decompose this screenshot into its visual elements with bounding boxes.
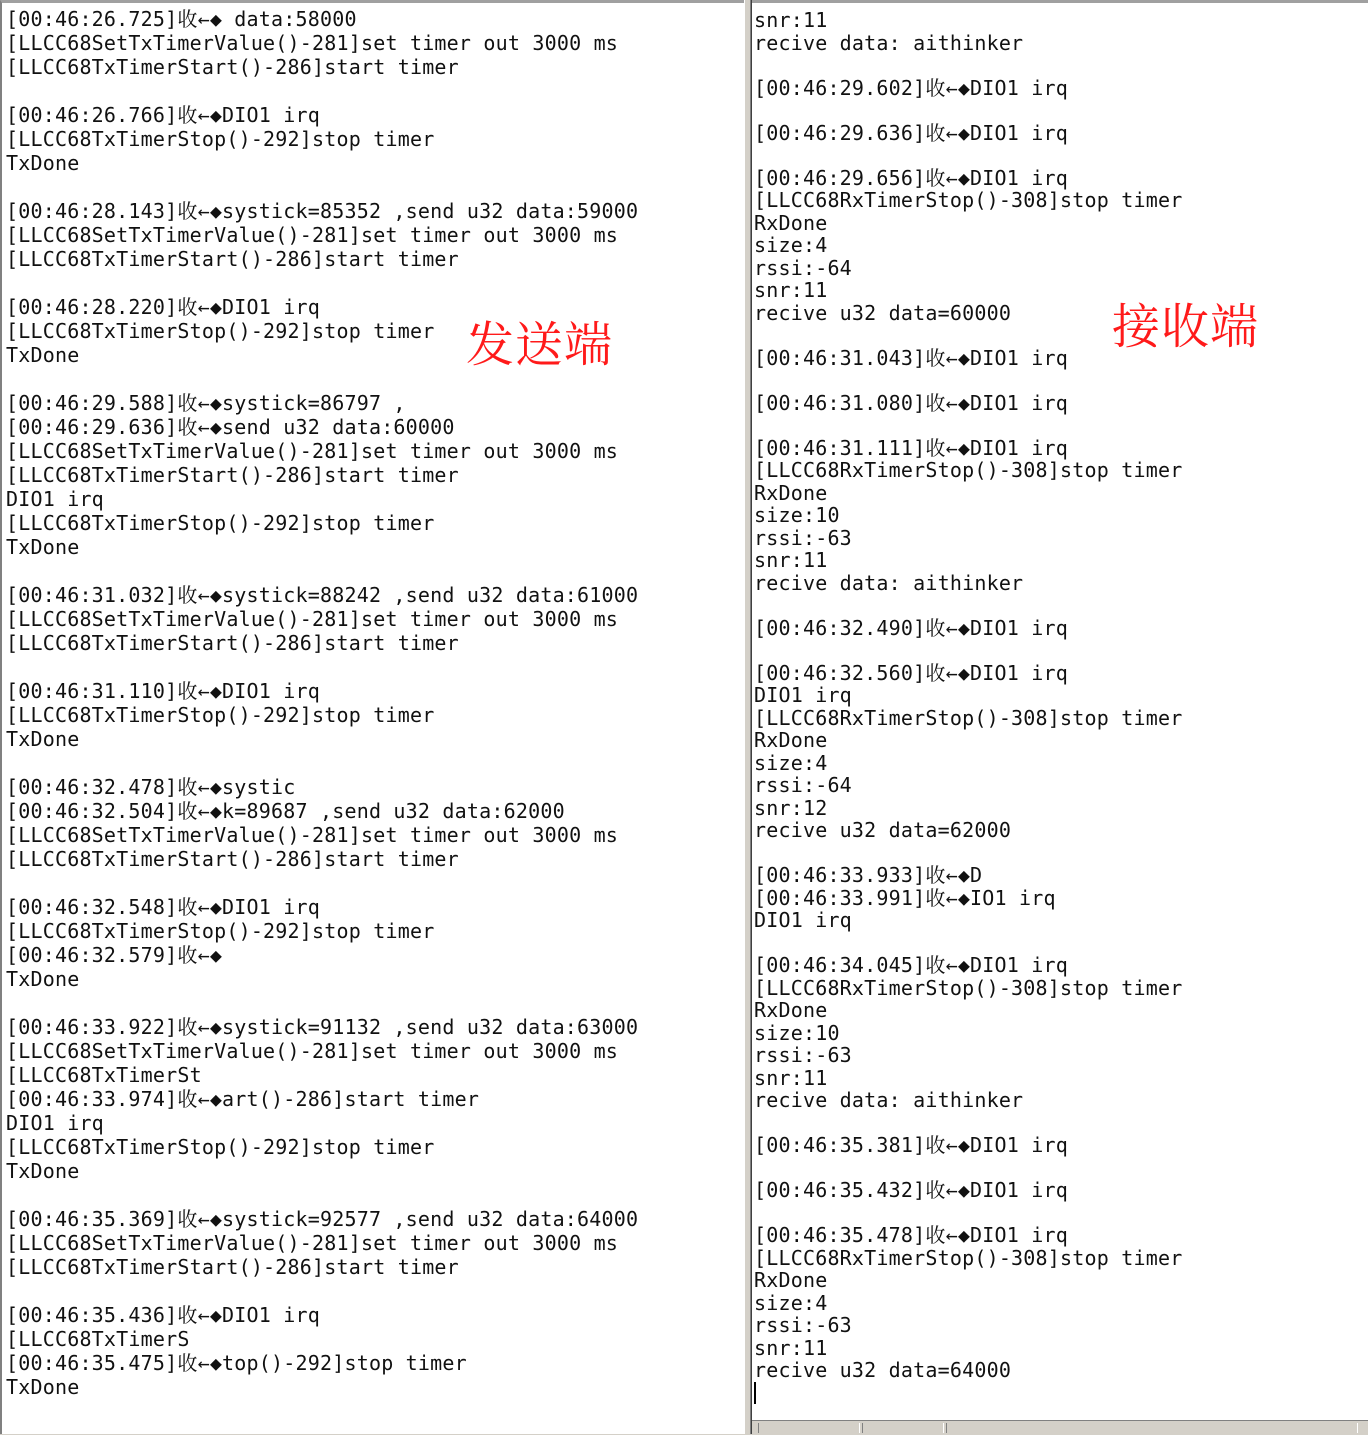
receiver-log-line: [LLCC68RxTimerStop()-308]stop timer	[754, 188, 1183, 212]
sender-log-line: [00:46:26.766]收←◆DIO1 irq	[6, 103, 320, 127]
sender-log-line: [LLCC68TxTimerStop()-292]stop timer	[6, 319, 435, 343]
receiver-log-line: RxDone	[754, 1268, 828, 1292]
sender-log-line: [LLCC68SetTxTimerValue()-281]set timer out 3000 ms	[6, 823, 619, 847]
sender-log-line: DIO1 irq	[6, 1111, 104, 1135]
sender-log-line: [LLCC68SetTxTimerValue()-281]set timer out 3000 ms	[6, 31, 619, 55]
receiver-log-line: RxDone	[754, 728, 828, 752]
sender-log-line: [LLCC68TxTimerStop()-292]stop timer	[6, 127, 435, 151]
sender-log-line: [LLCC68SetTxTimerValue()-281]set timer out 3000 ms	[6, 439, 619, 463]
receiver-log-line: [00:46:31.080]收←◆DIO1 irq	[754, 390, 1068, 415]
sender-log-line: [00:46:28.220]收←◆DIO1 irq	[6, 295, 320, 319]
receiver-log-line: [00:46:29.636]收←◆DIO1 irq	[754, 120, 1068, 145]
receiver-log-line	[754, 842, 1182, 865]
receiver-log-line: rssi:-64	[754, 773, 852, 797]
receiver-log-line	[754, 414, 1182, 437]
receiver-log-line: snr:11	[754, 548, 828, 572]
sender-log-line	[6, 871, 638, 895]
receiver-log-line	[754, 639, 1182, 662]
sender-log-line: [LLCC68TxTimerStart()-286]start timer	[6, 631, 459, 655]
sender-log-line: [LLCC68TxTimerSt	[6, 1063, 202, 1087]
sender-log-line	[6, 991, 638, 1015]
receiver-log-line: size:4	[754, 1290, 828, 1315]
receiver-log-line: rssi:-63	[754, 525, 852, 550]
receiver-log-line: recive u32 data=60000	[754, 300, 1012, 325]
receiver-log-line: recive data: aithinker	[754, 30, 1024, 55]
sender-log-line: [00:46:28.143]收←◆systick=85352 ,send u32 data:59000	[6, 199, 639, 223]
receiver-log-line: recive u32 data=64000	[754, 1358, 1012, 1382]
sender-annotation-label: 发送端	[466, 317, 614, 373]
receiver-log-line: size:10	[754, 503, 840, 527]
sender-log-line: TxDone	[6, 343, 80, 367]
sender-log-line: [LLCC68TxTimerStart()-286]start timer	[6, 55, 459, 79]
sender-log-line: [LLCC68SetTxTimerValue()-281]set timer out 3000 ms	[6, 223, 619, 247]
receiver-log-line: [00:46:31.043]收←◆DIO1 irq	[754, 345, 1068, 370]
sender-log-line: [00:46:33.922]收←◆systick=91132 ,send u32 data:63000	[6, 1015, 639, 1039]
receiver-log-line: [00:46:32.490]收←◆DIO1 irq	[754, 615, 1068, 640]
receiver-log-line: [00:46:29.656]收←◆DIO1 irq	[754, 165, 1068, 190]
receiver-log-line: [LLCC68RxTimerStop()-308]stop timer	[754, 975, 1183, 1000]
sender-log-line: TxDone	[6, 535, 80, 559]
receiver-log-line: [00:46:35.478]收←◆DIO1 irq	[754, 1223, 1068, 1247]
sender-log-line	[6, 271, 638, 295]
receiver-log-line: rssi:-63	[754, 1313, 852, 1337]
sender-log-line: [00:46:29.588]收←◆systick=86797 ,	[6, 391, 406, 415]
receiver-log-line: [00:46:29.602]收←◆DIO1 irq	[754, 75, 1068, 100]
sender-log-line: [00:46:31.032]收←◆systick=88242 ,send u32 data:61000	[6, 583, 639, 607]
sender-log-line: [LLCC68SetTxTimerValue()-281]set timer out 3000 ms	[6, 1039, 619, 1063]
receiver-log-line	[754, 144, 1182, 167]
receiver-log-line: RxDone	[754, 480, 828, 505]
receiver-log-line: rssi:-63	[754, 1043, 852, 1067]
sender-log-line: [00:46:32.548]收←◆DIO1 irq	[6, 895, 320, 919]
receiver-log-line	[754, 594, 1182, 617]
sender-log-line: TxDone	[6, 151, 80, 175]
sender-log-line: [00:46:29.636]收←◆send u32 data:60000	[6, 415, 455, 439]
sender-log-line: [LLCC68TxTimerStart()-286]start timer	[6, 463, 459, 487]
receiver-log-line: [00:46:31.111]收←◆DIO1 irq	[754, 435, 1068, 460]
sender-log-line: [LLCC68TxTimerStart()-286]start timer	[6, 1255, 459, 1279]
receiver-log-line: [00:46:35.432]收←◆DIO1 irq	[754, 1178, 1068, 1202]
receiver-log-line: snr:11	[754, 1065, 828, 1090]
receiver-log-line: [LLCC68RxTimerStop()-308]stop timer	[754, 1245, 1183, 1270]
sender-log-line	[6, 175, 638, 199]
receiver-log-line: snr:11	[754, 1335, 828, 1360]
receiver-log-line: RxDone	[754, 998, 828, 1022]
receiver-log-line: [00:46:33.933]收←◆D	[754, 863, 983, 887]
receiver-log-line: [LLCC68RxTimerStop()-308]stop timer	[754, 705, 1183, 730]
sender-log-line: [00:46:31.110]收←◆DIO1 irq	[6, 679, 320, 703]
receiver-log-text[interactable]	[754, 9, 1182, 1382]
sender-log-line: [00:46:32.579]收←◆	[6, 943, 223, 967]
sender-log-line: [LLCC68TxTimerStart()-286]start timer	[6, 247, 459, 271]
sender-log-line: [00:46:32.478]收←◆systic	[6, 775, 296, 799]
receiver-log-line: DIO1 irq	[754, 683, 852, 707]
sender-log-line: TxDone	[6, 727, 80, 751]
receiver-log-line: recive data: aithinker	[754, 570, 1024, 595]
sender-log-line: [00:46:26.725]收←◆ data:58000	[6, 7, 357, 31]
sender-log-line: [00:46:35.369]收←◆systick=92577 ,send u32 data:64000	[6, 1207, 639, 1231]
receiver-log-line: snr:11	[754, 8, 828, 32]
receiver-log-line: [00:46:34.045]收←◆DIO1 irq	[754, 953, 1068, 977]
receiver-log-line: size:4	[754, 750, 828, 775]
sender-log-line: [LLCC68TxTimerStop()-292]stop timer	[6, 703, 435, 727]
sender-log-line	[6, 1183, 638, 1207]
receiver-log-line: RxDone	[754, 210, 828, 235]
status-segment	[946, 1423, 1358, 1433]
receiver-log-line	[754, 1202, 1182, 1225]
sender-log-line: [LLCC68TxTimerS	[6, 1327, 190, 1351]
sender-log-line	[6, 79, 638, 103]
receiver-log-line	[754, 369, 1182, 392]
receiver-log-line: recive u32 data=62000	[754, 818, 1012, 842]
status-segment	[862, 1423, 944, 1433]
receiver-log-line	[754, 932, 1182, 955]
sender-log-line: [LLCC68TxTimerStop()-292]stop timer	[6, 919, 435, 943]
sender-log-text[interactable]	[6, 7, 638, 1399]
sender-log-line: DIO1 irq	[6, 487, 104, 511]
receiver-log-line: rssi:-64	[754, 255, 852, 280]
pane-splitter[interactable]	[744, 0, 752, 1434]
sender-log-line	[6, 559, 638, 583]
receiver-annotation-label: 接收端	[1112, 299, 1260, 355]
sender-log-line	[6, 751, 638, 775]
receiver-log-line: size:10	[754, 1020, 840, 1045]
sender-log-line: TxDone	[6, 1159, 80, 1183]
sender-log-line: [LLCC68TxTimerStop()-292]stop timer	[6, 1135, 435, 1159]
sender-log-line: TxDone	[6, 967, 80, 991]
receiver-log-line: DIO1 irq	[754, 908, 852, 932]
sender-log-line: [LLCC68TxTimerStart()-286]start timer	[6, 847, 459, 871]
receiver-log-line: size:4	[754, 233, 828, 257]
sender-log-line: [00:46:32.504]收←◆k=89687 ,send u32 data:62000	[6, 799, 565, 823]
sender-log-line: [LLCC68SetTxTimerValue()-281]set timer out 3000 ms	[6, 1231, 619, 1255]
sender-log-line: TxDone	[6, 1375, 80, 1399]
sender-log-line: [00:46:35.475]收←◆top()-292]stop timer	[6, 1351, 467, 1375]
receiver-log-line: [00:46:32.560]收←◆DIO1 irq	[754, 660, 1068, 685]
receiver-log-line	[754, 54, 1182, 77]
receiver-log-line: snr:12	[754, 795, 828, 820]
receiver-log-line	[754, 1112, 1182, 1135]
sender-log-line: [LLCC68TxTimerStop()-292]stop timer	[6, 511, 435, 535]
sender-log-line	[6, 1279, 638, 1303]
receiver-log-pane[interactable]	[752, 0, 1368, 1420]
sender-log-line: [LLCC68SetTxTimerValue()-281]set timer out 3000 ms	[6, 607, 619, 631]
sender-log-line: [00:46:33.974]收←◆art()-286]start timer	[6, 1087, 480, 1111]
receiver-log-line: [00:46:35.381]收←◆DIO1 irq	[754, 1133, 1068, 1157]
receiver-log-line: recive data: aithinker	[754, 1088, 1024, 1112]
receiver-log-line: [LLCC68RxTimerStop()-308]stop timer	[754, 458, 1183, 482]
receiver-log-line: [00:46:33.991]收←◆IO1 irq	[754, 885, 1056, 910]
status-strip	[752, 1420, 1368, 1435]
receiver-log-line	[754, 99, 1182, 122]
receiver-log-line: snr:11	[754, 278, 828, 302]
status-segment	[758, 1423, 860, 1433]
sender-log-line	[6, 655, 638, 679]
text-cursor	[754, 1382, 756, 1404]
receiver-log-line	[754, 1157, 1182, 1180]
sender-log-line: [00:46:35.436]收←◆DIO1 irq	[6, 1303, 320, 1327]
